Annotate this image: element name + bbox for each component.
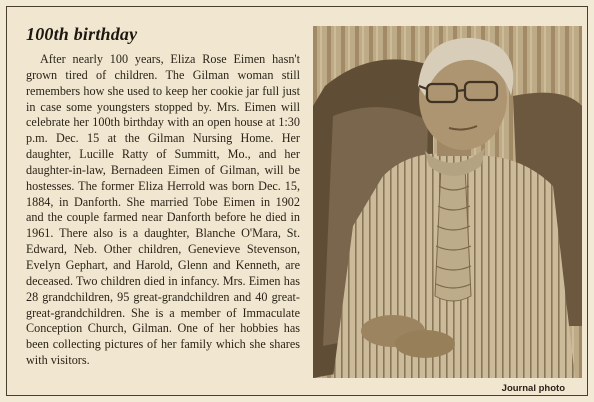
portrait-illustration xyxy=(313,26,582,378)
article-headline: 100th birthday xyxy=(26,24,138,44)
newspaper-clipping xyxy=(6,6,588,396)
article-body: After nearly 100 years, Eliza Rose Eimen hasn't grown tired of children. The Gilman woman still remembers how she used to keep her cookie jar full just in case some youngsters stopped by. Mrs. Eimen will celebrate her 100th birthday with an open house at 1:30 p.m. Dec. 15 at the Gilman Nursing Home. Her daughter, Lucille Ratty of Summitt, Mo., and her daughter-in-law, Bernadeen Eimen of Gilman, will be hostesses. The former Eliza Herrold was born Dec. 15, 1884, in Danforth. She married Tobe Eimen in 1902 and the couple farmed near Danforth before he died in 1961. There also is a daughter, Blanche O'Mara, St. Edward, Neb. Other children, Genevieve Stevenson, Evelyn Gephart, and Harold, Glenn and Kenneth, are deceased. Two children died in infancy. Mrs. Eimen has 28 grandchildren, 95 great-grandchildren and 40 great-great-grandchildren. She is a member of Immaculate Conception Church, Gilman. One of her hobbies has been collecting pictures of her family which she shares with visitors. xyxy=(26,52,300,368)
photo-credit: Journal photo xyxy=(501,383,565,394)
portrait-photo xyxy=(313,26,582,378)
